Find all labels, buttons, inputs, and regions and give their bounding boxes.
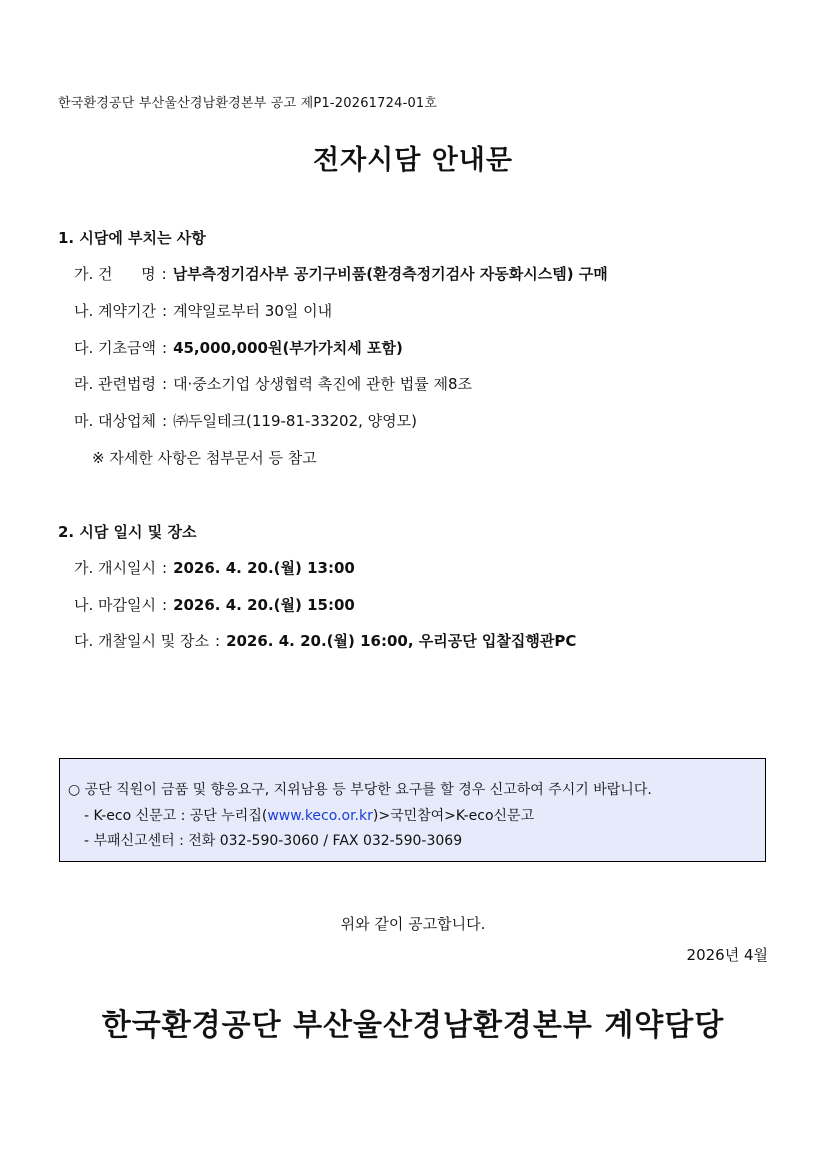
item-value: 남부측정기검사부 공기구비품(환경측정기검사 자동화시스템) 구매 [172,265,608,283]
section2-item-start: 가. 개시일시 : 2026. 4. 20.(월) 13:00 [74,559,355,577]
item-label: 나. 마감일시 [74,596,156,614]
item-value: 2026. 4. 20.(월) 15:00 [173,596,355,614]
item-label: 가. 개시일시 [74,559,156,577]
section1-heading: 1. 시담에 부치는 사항 [58,229,206,247]
keco-report-line [84,805,534,825]
section1-item-price: 다. 기초금액 : 45,000,000원(부가가치세 포함) [74,339,403,357]
section1-note: ※ 자세한 사항은 첨부문서 등 참고 [92,449,317,467]
item-label: 가. 건 명 [74,265,156,283]
section1-item-name: 가. 건 명 : 남부측정기검사부 공기구비품(환경측정기검사 자동화시스템) 구매 [74,265,608,283]
item-label: 다. 개찰일시 및 장소 [74,632,209,650]
section2-item-opening: 다. 개찰일시 및 장소 : 2026. 4. 20.(월) 16:00, 우리공단 입찰집행관PC [74,632,577,650]
page-title: 전자시담 안내문 [313,145,513,176]
notice-date: 2026년 4월 [686,946,768,964]
section1-item-period: 나. 계약기간 : 계약일로부터 30일 이내 [74,302,333,320]
integrity-notice-box [59,758,766,862]
item-label: 라. 관련법령 [74,375,156,393]
item-label: 나. 계약기간 [74,302,156,320]
item-label: 다. 기초금액 [74,339,156,357]
item-value: 대·중소기업 상생협력 촉진에 관한 법률 제8조 [173,375,473,393]
item-label: 마. 대상업체 [74,412,156,430]
keco-report-prefix: - K-eco 신문고 : 공단 누리집( [84,808,268,824]
section1-item-law: 라. 관련법령 : 대·중소기업 상생협력 촉진에 관한 법률 제8조 [74,375,473,393]
section2-heading: 2. 시담 일시 및 장소 [58,523,197,541]
integrity-notice-line: ○ 공단 직원이 금품 및 향응요구, 지위남용 등 부당한 요구를 할 경우 신고하여 주시기 바랍니다. [68,782,652,798]
item-value: 45,000,000원(부가가치세 포함) [173,339,403,357]
closing-statement: 위와 같이 공고합니다. [340,915,486,933]
item-value: ㈜두일테크(119-81-33202, 양영모) [173,412,417,430]
item-value: 2026. 4. 20.(월) 16:00, 우리공단 입찰집행관PC [226,632,577,650]
issuing-organization: 한국환경공단 부산울산경남환경본부 계약담당 [101,1008,725,1043]
item-value: 2026. 4. 20.(월) 13:00 [173,559,355,577]
section1-item-company: 마. 대상업체 : ㈜두일테크(119-81-33202, 양영모) [74,412,417,430]
corruption-report-line: - 부패신고센터 : 전화 032-590-3060 / FAX 032-590-3069 [84,833,463,849]
notice-number: 한국환경공단 부산울산경남환경본부 공고 제P1-20261724-01호 [58,96,438,111]
keco-report-suffix: )>국민참여>K-eco신문고 [372,808,535,824]
keco-website-link[interactable]: www.keco.or.kr [267,808,373,824]
section2-item-end: 나. 마감일시 : 2026. 4. 20.(월) 15:00 [74,596,355,614]
item-value: 계약일로부터 30일 이내 [173,302,333,320]
